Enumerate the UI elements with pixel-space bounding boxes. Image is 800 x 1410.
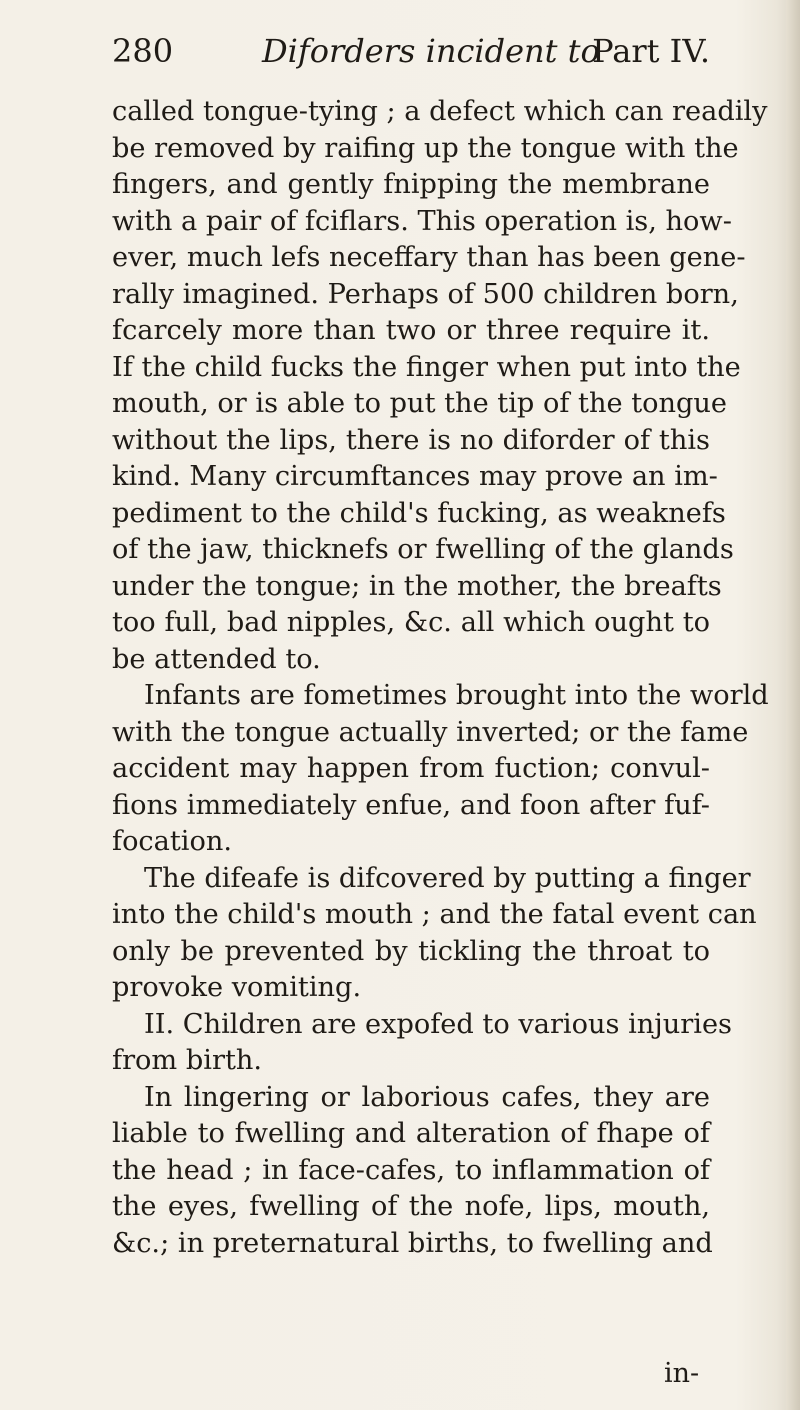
text-line: with the tongue actually inverted; or the fame: [112, 716, 749, 748]
text-line: liable to fwelling and alteration of fhape of: [112, 1118, 710, 1149]
text-line: without the lips, there is no diforder of this: [112, 424, 710, 456]
text-line: The difeafe is difcovered by putting a finger: [144, 862, 751, 894]
text-line: the eyes, fwelling of the nofe, lips, mouth,: [112, 1191, 710, 1222]
text-line: into the child's mouth ; and the fatal event can: [112, 899, 757, 930]
text-line: provoke vomiting.: [112, 972, 362, 1003]
text-line: fingers, and gently fnipping the membrane: [112, 169, 710, 200]
text-line: accident may happen from fuction; convul-: [112, 753, 710, 784]
page-edge: [786, 0, 800, 1410]
catchword: in-: [664, 1358, 700, 1389]
text-line: ever, much lefs neceffary than has been gene-: [112, 242, 746, 273]
text-line: fions immediately enfue, and foon after fuf-: [112, 789, 710, 821]
text-line: only be prevented by tickling the throat to: [112, 935, 710, 967]
text-line: In lingering or laborious cafes, they are: [144, 1081, 710, 1113]
running-title: Diforders incident to: [262, 32, 600, 70]
text-line: with a pair of fciflars. This operation is, how-: [112, 205, 732, 237]
text-line: called tongue-tying ; a defect which can readily: [112, 96, 768, 127]
text-line: from birth.: [112, 1045, 263, 1076]
text-line: rally imagined. Perhaps of 500 children born,: [112, 278, 739, 310]
text-line: II. Children are expofed to various injuries: [144, 1008, 732, 1040]
text-line: &c.; in preternatural births, to fwelling and: [112, 1227, 713, 1259]
text-line: of the jaw, thicknefs or fwelling of the glands: [112, 534, 734, 565]
text-line: mouth, or is able to put the tip of the tongue: [112, 388, 728, 419]
text-line: fcarcely more than two or three require it.: [112, 315, 710, 346]
text-line: Infants are fometimes brought into the world: [144, 680, 769, 711]
text-line: under the tongue; in the mother, the breafts: [112, 570, 722, 602]
part-label: Part IV.: [592, 32, 710, 70]
page-number: 280: [112, 32, 174, 70]
text-line: too full, bad nipples, &c. all which ought to: [112, 607, 710, 638]
text-line: kind. Many circumftances may prove an im-: [112, 461, 718, 492]
text-line: the head ; in face-cafes, to inflammation of: [112, 1154, 710, 1186]
text-line: pediment to the child's fucking, as weaknefs: [112, 497, 726, 529]
text-line: be attended to.: [112, 643, 321, 675]
running-header: [112, 32, 710, 76]
text-line: If the child fucks the finger when put into the: [112, 351, 741, 383]
text-line: focation.: [112, 826, 233, 857]
text-line: be removed by raifing up the tongue with the: [112, 132, 739, 164]
body-text: [112, 94, 769, 1262]
